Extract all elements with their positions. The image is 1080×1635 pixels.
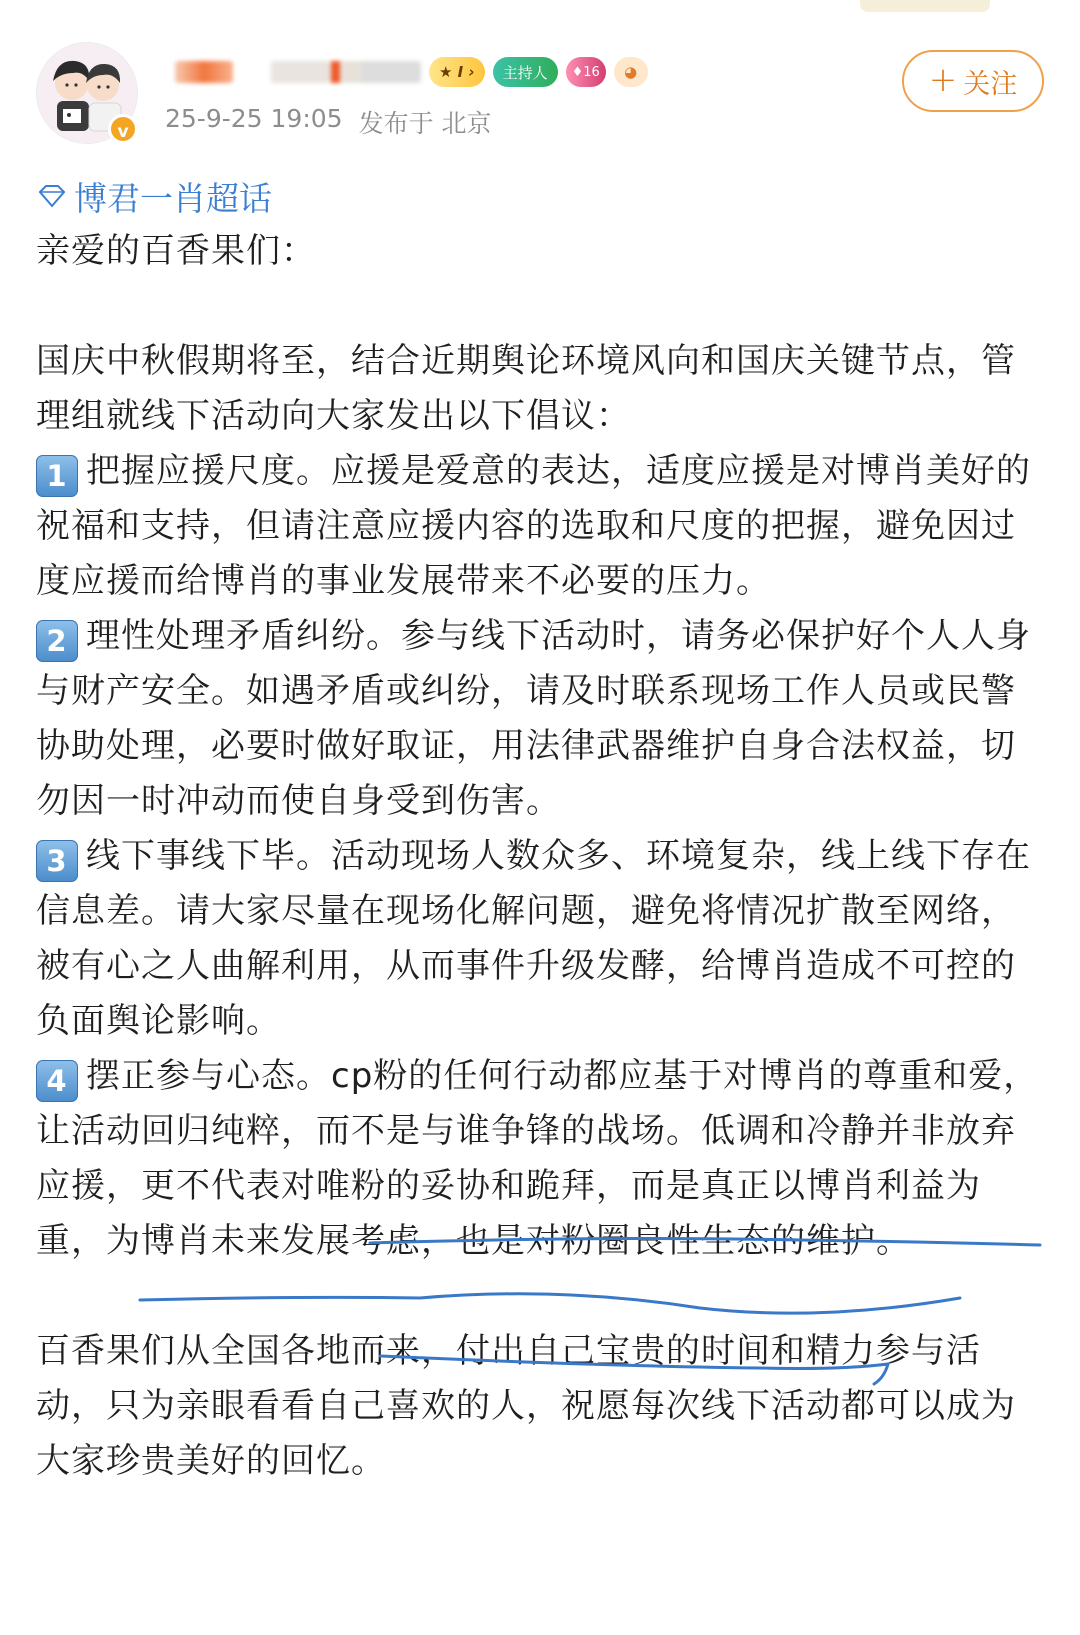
keycap-3-icon: 3 <box>36 840 78 882</box>
proposal-item: 2 理性处理矛盾纠纷。参与线下活动时，请务必保护好个人人身与财产安全。如遇矛盾或纠纷，请及时联系现场工作人员或民警协助处理，必要时做好取证，用法律武器维护自身合法权益，切勿因一时冲动而使自身受到伤害。 <box>36 616 1031 821</box>
diamond-icon <box>36 184 68 208</box>
keycap-2-icon: 2 <box>36 620 78 662</box>
proposal-item: 3 线下事线下毕。活动现场人数众多、环境复杂，线上线下存在信息差。请大家尽量在现场化解问题，避免将情况扩散至网络，被有心之人曲解利用，从而事件升级发酵，给博肖造成不可控的负面舆论影响。 <box>36 836 1031 1041</box>
verified-badge-icon: v <box>108 114 138 144</box>
greeting-text: 亲爱的百香果们： <box>36 231 316 271</box>
post-meta <box>165 104 492 140</box>
level-badge[interactable]: ★ I › <box>429 57 485 87</box>
intro-text: 国庆中秋假期将至，结合近期舆论环境风向和国庆关键节点，管理组就线下活动向大家发出以下倡议： <box>36 341 1016 436</box>
post-location: 发布于 北京 <box>358 109 492 138</box>
fan-level-badge[interactable]: ♦ 16 <box>566 57 606 87</box>
username-row <box>175 52 648 92</box>
post-body <box>36 168 1044 1489</box>
keycap-4-icon: 4 <box>36 1060 78 1102</box>
post-time: 25-9-25 19:05 <box>165 104 343 133</box>
username-redacted <box>271 61 421 83</box>
keycap-1-icon: 1 <box>36 455 78 497</box>
closing-text: 百香果们从全国各地而来，付出自己宝贵的时间和精力参与活动，只为亲眼看看自己喜欢的人，祝愿每次线下活动都可以成为大家珍贵美好的回忆。 <box>36 1331 1016 1481</box>
proposal-item: 4 摆正参与心态。cp粉的任何行动都应基于对博肖的尊重和爱，让活动回归纯粹，而不是与谁争锋的战场。低调和冷静并非放弃应援，更不代表对唯粉的妥协和跪拜，而是真正以博肖利益为重，为博肖未来发展考虑，也是对粉圈良性生态的维护。 <box>36 1056 1039 1261</box>
proposal-item: 1 把握应援尺度。应援是爱意的表达，适度应援是对博肖美好的祝福和支持，但请注意应援内容的选取和尺度的把握，避免因过度应援而给博肖的事业发展带来不必要的压力。 <box>36 451 1031 601</box>
pet-badge-icon[interactable]: ◕ <box>614 57 648 87</box>
host-badge[interactable]: 主持人 <box>493 57 558 87</box>
topic-link[interactable]: 博君一肖超话 <box>36 168 1044 224</box>
username-redacted <box>175 61 233 83</box>
post-header <box>0 0 1080 160</box>
follow-button[interactable]: + 关注 <box>902 50 1044 112</box>
plus-icon: + <box>928 59 958 100</box>
